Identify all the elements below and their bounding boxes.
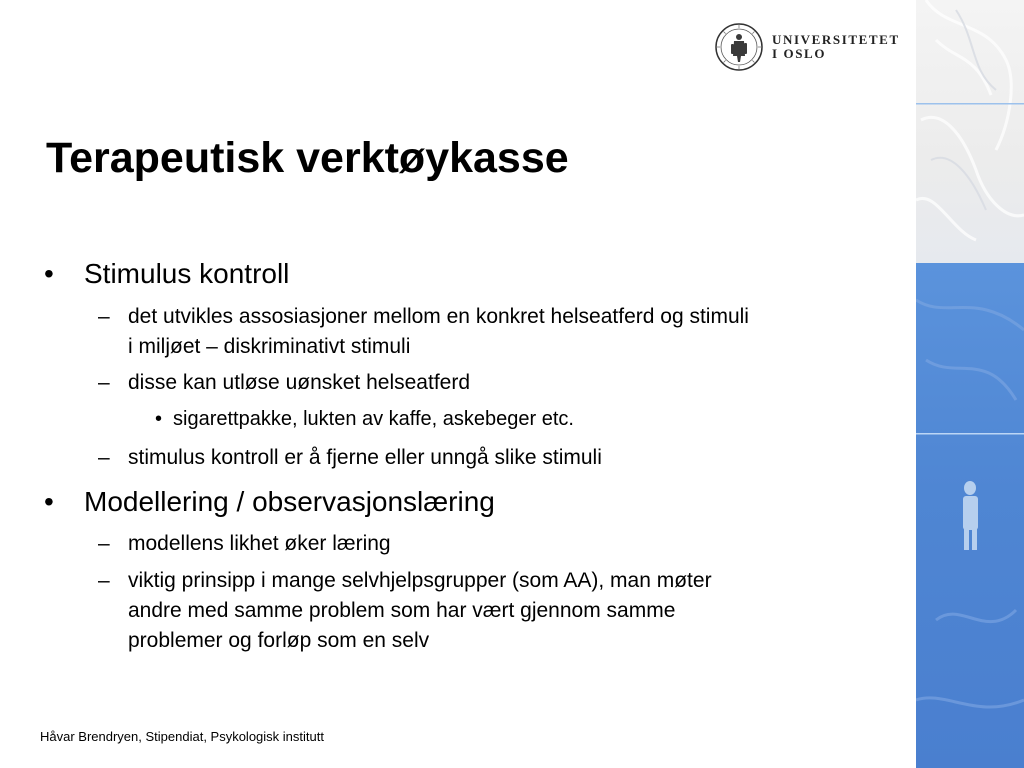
dash-marker: – xyxy=(98,446,110,469)
sub-bullet-selvhjelpsgrupper-line3: problemer og forløp som en selv xyxy=(128,629,430,652)
university-seal-icon xyxy=(714,22,764,72)
footer-author: Håvar Brendryen, Stipendiat, Psykologisk institutt xyxy=(40,729,324,744)
sub-bullet-stimulus-kontroll: stimulus kontroll er å fjerne eller unngå slike stimuli xyxy=(128,446,602,469)
bullet-marker: • xyxy=(44,258,54,289)
university-name-line2: I OSLO xyxy=(772,46,827,61)
dash-marker: – xyxy=(98,532,110,555)
sub-sub-bullet-sigarettpakke: sigarettpakke, lukten av kaffe, askebeger etc. xyxy=(173,408,574,430)
sub-bullet-selvhjelpsgrupper-line2: andre med samme problem som har vært gjennom samme xyxy=(128,599,676,622)
sub-bullet-assosiasjoner-line1: det utvikles assosiasjoner mellom en konkret helseatferd og stimuli xyxy=(128,305,749,328)
dash-marker: – xyxy=(98,305,110,328)
dash-marker: – xyxy=(98,371,110,394)
sub-bullet-modellens-likhet: modellens likhet øker læring xyxy=(128,532,391,555)
dash-marker: – xyxy=(98,569,110,592)
statue-illustration xyxy=(916,0,1024,768)
university-name xyxy=(772,33,900,61)
sub-bullet-assosiasjoner-line2: i miljøet – diskriminativt stimuli xyxy=(128,335,411,358)
bullet-modellering: Modellering / observasjonslæring xyxy=(84,486,495,517)
university-name-line1: UNIVERSITETET xyxy=(772,32,900,47)
bullet-stimulus-kontroll: Stimulus kontroll xyxy=(84,258,290,289)
university-logo xyxy=(714,22,900,72)
decorative-side-panel xyxy=(916,0,1024,768)
sub-bullet-selvhjelpsgrupper-line1: viktig prinsipp i mange selvhjelpsgrupper (som AA), man møter xyxy=(128,569,712,592)
sub-bullet-utlose: disse kan utløse uønsket helseatferd xyxy=(128,371,471,394)
sub-sub-bullet-marker: • xyxy=(155,408,163,430)
bullet-marker: • xyxy=(44,486,54,517)
slide-title: Terapeutisk verktøykasse xyxy=(46,134,569,182)
